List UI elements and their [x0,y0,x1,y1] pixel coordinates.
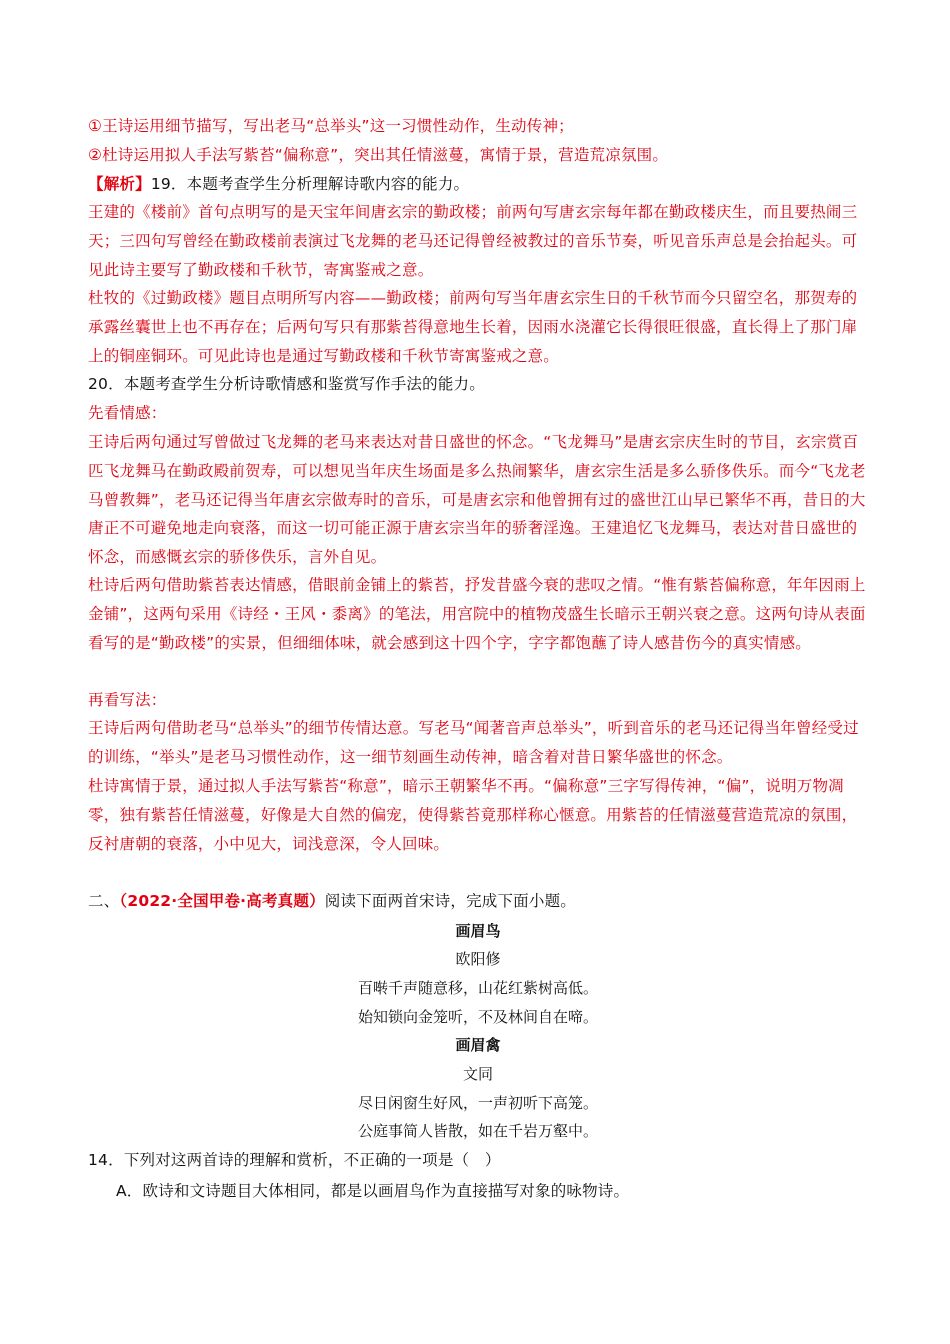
section-2-heading [88,887,868,916]
poem-1-author: 欧阳修 [455,950,501,968]
poem-1-line-1: 百啭千声随意移，山花红紫树高低。 [357,979,598,997]
section-2-instruction: 阅读下面两首宋诗，完成下面小题。 [324,892,576,910]
emotion-paragraph-2: 杜诗后两句借助紫苔表达情感，借眼前金铺上的紫苔，抒发昔盛今衰的悲叹之情。“惟有紫苔偏称意，年年因雨上金铺”，这两句采用《诗经・王风・黍离》的笔法，用宫院中的植物茂盛生长暗示王朝兴衰之意。这两句诗从表面看写的是“勤政楼”的实景，但细细体味，就会感到这十四个字，字字都饱蘸了诗人感昔伤今的真实情感。 [88,576,866,652]
analysis-bracket-label: 【解析】 [88,175,151,193]
emotion-paragraph-1: 王诗后两句通过写曾做过飞龙舞的老马来表达对昔日盛世的怀念。“飞龙舞马”是唐玄宗庆生时的节目，玄宗赏百匹飞龙舞马在勤政殿前贺寿，可以想见当年庆生场面是多么热闹繁华，唐玄宗生活是多么骄侈佚乐。而今“飞龙老马曾教舞”，老马还记得当年唐玄宗做寿时的音乐，可是唐玄宗和他曾拥有过的盛世江山早已繁华不再，昔日的大唐正不可避免地走向衰落，而这一切可能正源于唐玄宗当年的骄奢淫逸。王建追忆飞龙舞马，表达对昔日盛世的怀念，而感慨玄宗的骄侈佚乐，言外自见。 [88,433,866,567]
poem-2-title: 画眉禽 [455,1036,501,1054]
technique-paragraph-1: 王诗后两句借助老马“总举头”的细节传情达意。写老马“闻著音声总举头”，听到音乐的老马还记得当年曾经受过的训练，“举头”是老马习惯性动作，这一细节刻画生动传神，暗含着对昔日繁华盛世的怀念。 [88,719,859,766]
poem-1-line-2: 始知锁向金笼听，不及林间自在啼。 [357,1008,598,1026]
q19-paragraph-1: 王建的《楼前》首句点明写的是天宝年间唐玄宗的勤政楼；前两句写唐玄宗每年都在勤政楼庆生，而且要热闹三天；三四句写曾经在勤政楼前表演过飞龙舞的老马还记得曾经被教过的音乐节奏，听见音乐声总是会抬起头。可见此诗主要写了勤政楼和千秋节，寄寓鉴戒之意。 [88,203,858,279]
technique-heading: 再看写法： [88,691,167,709]
section-2-prefix: 二、 [88,892,120,910]
answer-point-2: ②杜诗运用拟人手法写紫苔“偏称意”，突出其任情滋蔓，寓情于景，营造荒凉氛围。 [88,146,669,164]
poem-2-line-2: 公庭事简人皆散，如在千岩万壑中。 [357,1122,598,1140]
question-14-stem: 14．下列对这两首诗的理解和赏析，不正确的一项是（ ） [88,1151,501,1169]
q20-intro: 20．本题考查学生分析诗歌情感和鉴赏写作手法的能力。 [88,375,485,393]
q19-paragraph-2: 杜牧的《过勤政楼》题目点明所写内容——勤政楼；前两句写当年唐玄宗生日的千秋节而今只留空名，那贺寿的承露丝囊世上也不再存在；后两句写只有那紫苔得意地生长着，因雨水浇灌它长得很旺很盛，直长得上了那门扉上的铜座铜环。可见此诗也是通过写勤政楼和千秋节寄寓鉴戒之意。 [88,289,858,365]
poem-1-title: 画眉鸟 [455,922,501,940]
poem-2-author: 文同 [462,1065,493,1083]
answer-point-1: ①王诗运用细节描写，写出老马“总举头”这一习惯性动作，生动传神； [88,117,574,135]
technique-paragraph-2: 杜诗寓情于景，通过拟人手法写紫苔“称意”，暗示王朝繁华不再。“偏称意”三字写得传神，“偏”，说明万物凋零，独有紫苔任情滋蔓，好像是大自然的偏宠，使得紫苔竟那样称心惬意。用紫苔的任情滋蔓营造荒凉的氛围，反衬唐朝的衰落，小中见大，词浅意深，令人回味。 [88,777,858,853]
emotion-heading: 先看情感： [88,404,167,422]
analysis-heading [88,170,868,199]
q19-intro: 19．本题考查学生分析理解诗歌内容的能力。 [150,175,470,193]
question-14-option-a: A．欧诗和文诗题目大体相同，都是以画眉鸟作为直接描写对象的咏物诗。 [116,1182,630,1200]
poem-2-line-1: 尽日闲窗生好风，一声初听下高笼。 [357,1094,598,1112]
section-2-source: （2022·全国甲卷·高考真题） [119,892,325,910]
